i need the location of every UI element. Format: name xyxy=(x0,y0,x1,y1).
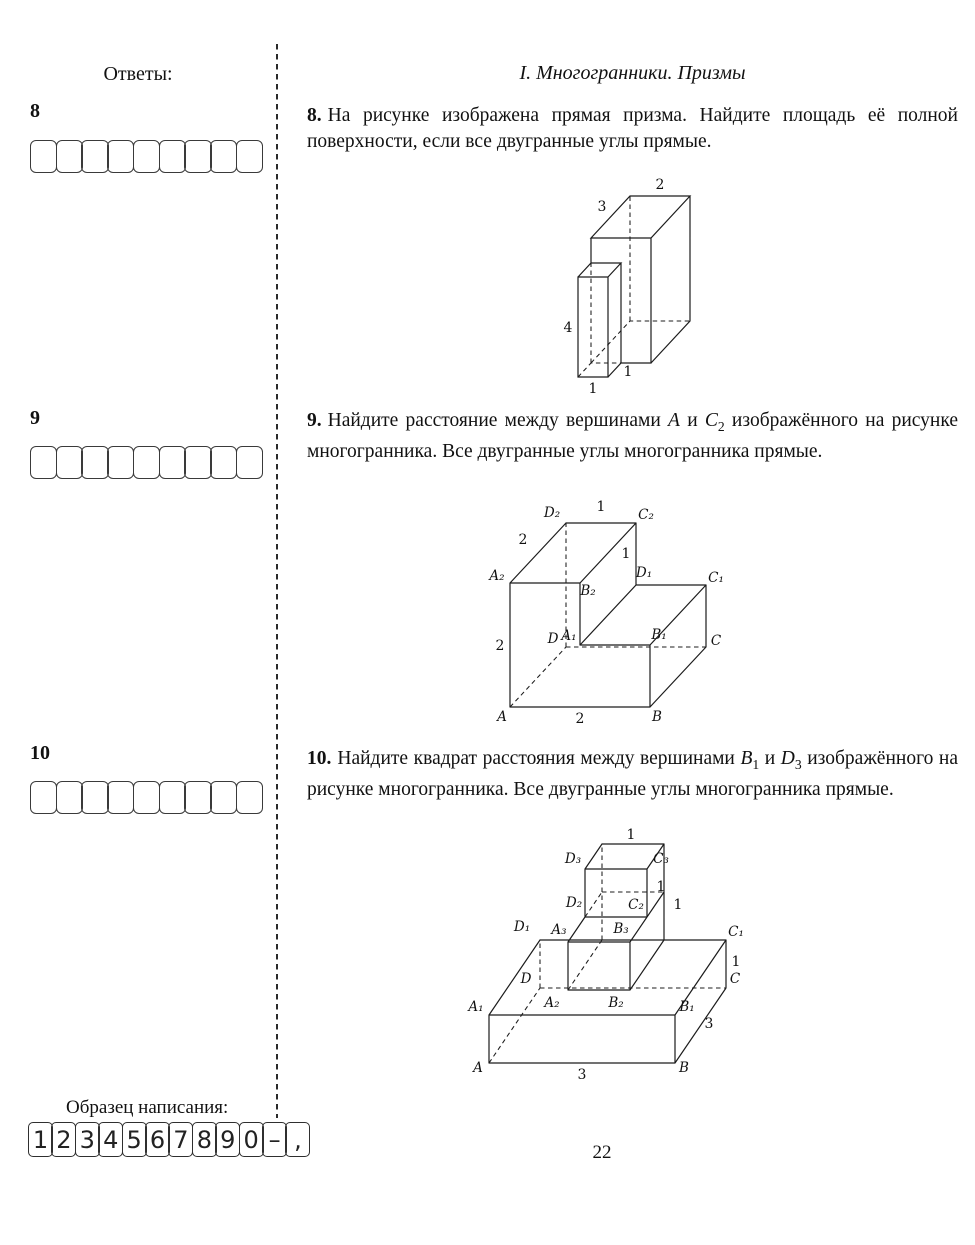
problem-number: 10. xyxy=(307,748,332,769)
answer-cell xyxy=(133,781,160,814)
vertex-label-d1: D₁ xyxy=(635,565,653,581)
answer-cell xyxy=(159,781,186,814)
figure-8 xyxy=(307,172,958,400)
answer-cell xyxy=(236,140,263,173)
answer-strip-9 xyxy=(30,446,261,479)
var-c-sub: 2 xyxy=(717,418,725,434)
vertex-label-b1: B₁ xyxy=(678,999,695,1015)
problem-text: изображённого на рисунке многогранника. Все двугранные углы многогранника прямые. xyxy=(307,748,958,801)
figure-8-hidden-edges xyxy=(578,196,690,377)
vertex-label-b1: B₁ xyxy=(651,627,667,643)
dim-label-top: 1 xyxy=(596,499,606,515)
dim-label-inner: 1 xyxy=(623,364,632,380)
answer-cell xyxy=(56,781,83,814)
figure-10-solid-edges xyxy=(489,844,726,1063)
problem-text: Найдите квадрат расстояния между вершинами xyxy=(337,748,741,769)
dim-label-front: 1 xyxy=(588,381,597,397)
answer-cell xyxy=(81,140,108,173)
vertex-label-a: A xyxy=(497,709,507,725)
vertex-label-a1: A₁ xyxy=(561,628,577,644)
dim-label-depth: 3 xyxy=(597,199,606,215)
vertex-label-b2: B₂ xyxy=(607,995,624,1011)
figure-8-drawing xyxy=(558,172,708,400)
answer-cell xyxy=(236,446,263,479)
vertex-label-b3: B₃ xyxy=(612,921,629,937)
answer-cell xyxy=(133,140,160,173)
dim-label-step-height: 1 xyxy=(656,879,665,895)
vertex-label-b: B xyxy=(652,709,662,725)
answer-cell xyxy=(236,781,263,814)
var-d: D xyxy=(780,748,795,769)
figure-10 xyxy=(307,828,958,1084)
sample-cell: 7 xyxy=(168,1122,193,1157)
vertex-label-c2: C₂ xyxy=(627,897,644,913)
figure-10-drawing xyxy=(464,828,752,1084)
var-d-sub: 3 xyxy=(794,756,802,772)
problem-9 xyxy=(307,408,958,465)
dim-label-top: 1 xyxy=(626,828,635,843)
problem-text: Найдите расстояние между вершинами xyxy=(327,410,669,431)
vertex-label-a2: A₂ xyxy=(489,568,505,584)
dim-label-top: 2 xyxy=(655,177,664,193)
dim-label-slab-height: 1 xyxy=(731,954,740,970)
answer-cell xyxy=(133,446,160,479)
answer-cell xyxy=(107,781,134,814)
answer-strip-8 xyxy=(30,140,261,173)
answer-cell xyxy=(184,446,211,479)
vertex-label-b: B xyxy=(678,1060,689,1076)
answer-cell xyxy=(56,446,83,479)
sample-cell: 0 xyxy=(239,1122,264,1157)
answer-cell xyxy=(81,781,108,814)
figure-9 xyxy=(307,494,958,734)
answer-cell xyxy=(184,781,211,814)
answer-cell xyxy=(210,140,237,173)
problem-number: 8. xyxy=(307,105,322,126)
answer-cell xyxy=(30,140,57,173)
answer-strip-10 xyxy=(30,781,261,814)
var-b: B xyxy=(740,748,753,769)
dim-label-left-height: 2 xyxy=(495,638,505,654)
sample-label: Образец написания: xyxy=(66,1097,229,1118)
dim-label-step-depth: 1 xyxy=(673,897,682,913)
vertex-label-c1: C₁ xyxy=(727,924,744,940)
vertex-label-d2: D₂ xyxy=(565,895,582,911)
vertex-label-c: C xyxy=(729,971,740,987)
dim-label-width: 3 xyxy=(577,1067,586,1083)
vertex-label-c1: C₁ xyxy=(708,570,724,586)
answers-header: Ответы: xyxy=(103,63,173,85)
var-b-sub: 1 xyxy=(752,756,760,772)
dim-label-bottom: 2 xyxy=(575,711,585,727)
dim-label-upper-height: 1 xyxy=(621,546,631,562)
figure-9-drawing xyxy=(480,494,735,734)
problem-text: и xyxy=(679,410,705,431)
sample-strip xyxy=(28,1122,309,1157)
sample-cell: , xyxy=(285,1122,310,1157)
section-header: I. Многогранники. Призмы xyxy=(519,62,746,84)
problem-text: и xyxy=(759,748,781,769)
vertex-label-d3: D₃ xyxy=(564,851,581,867)
answer-cell xyxy=(107,446,134,479)
problem-text: На рисунке изображена прямая призма. Найдите площадь её полной поверхности, если все двугранные углы прямые. xyxy=(307,105,958,152)
var-a: A xyxy=(668,410,680,431)
vertex-label-d1: D₁ xyxy=(513,919,530,935)
answer-cell xyxy=(81,446,108,479)
vertex-label-c: C xyxy=(710,633,722,649)
vertex-label-d2: D₂ xyxy=(543,505,561,521)
figure-10-hidden-edges xyxy=(489,844,726,1063)
sample-cell: 8 xyxy=(192,1122,217,1157)
page-number: 22 xyxy=(592,1142,612,1163)
vertex-label-a3: A₃ xyxy=(550,922,567,938)
vertex-label-a2: A₂ xyxy=(543,995,560,1011)
answer-cell xyxy=(30,446,57,479)
answer-number-10: 10 xyxy=(30,742,50,764)
sample-cell: – xyxy=(262,1122,287,1157)
sample-cell: 9 xyxy=(215,1122,240,1157)
dim-label-depth: 3 xyxy=(704,1016,713,1032)
problem-text: изображённого на рисунке многогранника. Все двугранные углы многогранника прямые. xyxy=(307,410,958,463)
answer-cell xyxy=(30,781,57,814)
answer-number-8: 8 xyxy=(30,100,40,122)
vertex-label-a: A xyxy=(472,1060,483,1076)
answer-number-9: 9 xyxy=(30,407,40,429)
var-c: C xyxy=(704,410,718,431)
answer-cell xyxy=(56,140,83,173)
problem-number: 9. xyxy=(307,410,322,431)
sample-cell: 4 xyxy=(98,1122,123,1157)
vertex-label-c2: C₂ xyxy=(638,507,654,523)
answer-cell xyxy=(159,446,186,479)
sample-cell: 5 xyxy=(122,1122,147,1157)
vertex-label-a1: A₁ xyxy=(467,999,484,1015)
sample-cell: 2 xyxy=(51,1122,76,1157)
answer-cell xyxy=(210,781,237,814)
answer-cell xyxy=(107,140,134,173)
answer-cell xyxy=(184,140,211,173)
column-divider xyxy=(276,44,278,1118)
figure-8-solid-edges xyxy=(578,196,690,377)
answer-cell xyxy=(210,446,237,479)
vertex-label-c3: C₃ xyxy=(652,851,669,867)
sample-cell: 1 xyxy=(28,1122,53,1157)
problem-10 xyxy=(307,746,958,803)
vertex-label-d: D xyxy=(520,971,531,987)
dim-label-height: 4 xyxy=(563,320,572,336)
sample-cell: 6 xyxy=(145,1122,170,1157)
figure-9-solid-edges xyxy=(510,523,706,707)
sample-cell: 3 xyxy=(75,1122,100,1157)
answer-cell xyxy=(159,140,186,173)
vertex-label-b2: B₂ xyxy=(580,583,596,599)
vertex-label-d: D xyxy=(547,631,559,647)
problem-8 xyxy=(307,103,958,154)
dim-label-upper-depth: 2 xyxy=(518,532,528,548)
